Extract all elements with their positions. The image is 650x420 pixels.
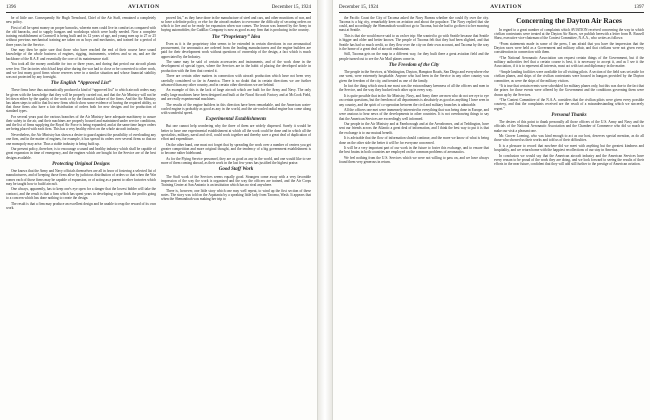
paragraph: Still, Tacoma gets on the map in a different way, for they built there a great aviation field and the people turned out to see the Air Mail planes come in. xyxy=(339,52,489,61)
paragraph: “From statements made in some of the press, I am afraid that you have the impression that the Dayton races were held as a Government and military affair, and that civilians were not given every consideration in connection with them. xyxy=(494,42,644,55)
section-heading: Protecting Original Designs xyxy=(52,161,110,167)
paragraph: “Ample landing facilities were available for all visiting pilots. A section of the field was set aside for civilian planes, and ships of the civilian contestants were housed in hangars provided by the Dayton committee, as were the ships of the military visitors. xyxy=(494,70,644,83)
paragraph: It is a pleasure to record that nowhere did we meet with anything but the greatest kindness and hospitality, and we return home with the happiest recollections of our stay in America. xyxy=(494,144,644,153)
page-gutter xyxy=(318,0,332,420)
paragraph: proved list,” as they have done in the manufacture of steel and cars, and other munitions of war, and so have a definite policy, or else for the aircraft makers to overcome the difficulty of securing orders on which to live and so be ready for expansion when war comes. The lesson was learned by the Army in buying automobiles; the Cadillac Company is now as good as any firm that is producing in the country. xyxy=(161,16,311,33)
left-running-header xyxy=(6,4,311,13)
right-running-header xyxy=(339,4,644,13)
left-column-1 xyxy=(6,16,156,418)
paragraph: Nevertheless, the Air Ministry has shown a desire to guard against the possibility of overloading any one firm, and in the matter of engines, for example, it has spread its orders over several firms so that no one monopoly may arise. Thus a stable industry is being built up. xyxy=(6,133,156,146)
paragraph: The Staff work of the Services seems equally good. Strangers come away with a very favorable impression of the way the work is organized and the way the officers are trained, and the Air Corps Training Center at San Antonio is an institution which has no rival anywhere. xyxy=(161,174,311,187)
paragraph: There are certain other matters in connection with aircraft production which have not been very carefully considered so far in America. There is no doubt that in certain directions we are further advanced than any other country, and in certain other directions we are behind. xyxy=(161,74,311,87)
paragraph: These firms have thus automatically produced a kind of “approved list” to which aircraft orders may be given with the knowledge that they will be properly carried out, and that the Air Ministry will not be let down either by the quality of the work or by the financial failure of the firms. And the Air Ministry has taken steps to add to that list new firms which show some evidence of having the required ability, so that those firms also have a fair distribution of orders both for new designs and for production of standard types. xyxy=(6,88,156,114)
paragraph: “It is true that certain events were scheduled for military planes only, but this was due to the fact that the prizes for those events were offered by the Government and the conditions governing them were drawn up by the Services. xyxy=(494,84,644,97)
paragraph: In regard to a great number of complaints which AVIATION received concerning the way in which civilian contestants were treated at the Dayton Air Races, we publish herewith a letter from B. Russell Shaw, executive vice-chairman of the Contest Committee, N.A.A., who writes as follows: xyxy=(494,28,644,41)
paragraph: One always, apparently, has to keep one's eye open for a danger that the lowest bidder will take the contract, and the result is that a firm which has spent years in developing a type finds the profits going to a concern which has done nothing to create the design. xyxy=(6,187,156,200)
right-page xyxy=(332,0,650,420)
paragraph: the Pacific Coast the City of Tacoma asked the Navy Bureau whether she could fly over the city. Tacoma is a big city, remarkably keen on aviation and about the populace. The Navy replied that she could, and accordingly the Shenandoah would not go to Tacoma, but she had to go direct to her mooring mast at Seattle. xyxy=(339,16,489,33)
paragraph: All the officers one met were immensely interested in everything that was being done in Europe, and were anxious to hear news of the developments in other countries. It is not overdrawing things to say that the American Services are exceedingly well informed. xyxy=(339,108,489,121)
left-journal-title: AVIATION xyxy=(127,4,160,10)
article-title: Concerning the Dayton Air Races xyxy=(516,16,622,25)
paragraph: Mr. Grover Loening, who was kind enough to act as our host, deserves special mention, as do all those who showed us their works and told us of their difficulties. xyxy=(494,134,644,143)
right-journal-title: AVIATION xyxy=(490,4,523,10)
paragraph: Our present policy, therefore, is to encourage a sound and healthy industry which shall be capable of great expansion in time of emergency, and the engines which are bought for the Service are of the best designs available. xyxy=(6,147,156,160)
right-column-2 xyxy=(494,16,644,418)
paragraph: The people in the Services, at Washington, Dayton, Hampton Roads, San Diego and everywhere else one went, were extremely hospitable. Anyone who had been in the Service in any other country was given the freedom of the city, and treated as one of the family. xyxy=(339,70,489,83)
section-heading: Personal Thanks xyxy=(551,112,587,118)
paragraph: “The National Aeronautic Association can request certain things of the Government, but if the military authorities feel that a certain course is best, it is necessary to accept it, and as I see it the Association, if it is to represent all interests, must act with tact and diplomacy in the matter. xyxy=(494,56,644,69)
paragraph: First of all he spent money on proper barracks, wherein men could live in comfort as compared with the old barracks, and to supply hangars and workshops which were badly needed. Now a complete training establishment at Cranwell is being built and its 12 years of age, and young men up to 27 or 25 without previous mechanical training are taken on as boys and mechanics, and trained for a period of three years for the Service. xyxy=(6,25,156,47)
left-column-2 xyxy=(161,16,311,418)
paragraph: One may then be quite sure that those who have reached the end of their course have sound knowledge of the whole business of engines, rigging, instruments, wireless and so on, and are the backbone of the R.A.F. and essentially the core of its maintenance staff. xyxy=(6,48,156,61)
paragraph: The same may be said of certain accessories and instruments, and of the work done in the development of special types, where the Services are in the habit of placing the developed article in production with the firm that created it. xyxy=(161,60,311,73)
paragraph: You took all the money available for two or three years, and during that period our aircraft plants were few. The factories which had kept alive during the war had to close or be converted to other work, and we lost many good firms whose reserves were in a similar situation and whose financial stability was not protected by any foresight. xyxy=(6,62,156,79)
paragraph: In conclusion we would say that the American aircraft industry and the American Services have every reason to be proud of the work they are doing, and we look forward to seeing the results of their efforts in the near future, confident that they will add still further to the prestige of American aviation. xyxy=(494,154,644,167)
paragraph: In fact the thing which struck me most was the extraordinary keenness of all the officers and men in the Service, and the way they backed each other up in every way. xyxy=(339,84,489,93)
paragraph: This is that she would move said to us on her trip: She wanted to go with Seattle because that Seattle is bigger and older and better known. The people of Tacoma felt that they had been slighted, and that Seattle has had so much credit, so they flew over the city on their own account, and Tacoma by the way is the home of a great deal of aircraft enthusiasm. xyxy=(339,34,489,51)
paragraph: For several years past the various branches of the Air Ministry have adequate machinery to assure their safety in the air, and their machines are properly housed and maintained under service conditions, and the list of firms supplying the Royal Air Force is being expanded, and at the same time larger orders are being placed with each firm. This has a very healthy effect on the whole aircraft industry. xyxy=(6,114,156,132)
right-page-number: 1397 xyxy=(633,5,644,10)
paragraph: It is quite possible that in the Air Ministry, Navy, and Army there are men who do not see eye to eye on certain questions, but the freedom of all departments is absolutely as good as anything I have seen in any country, and the spirit of co-operation between the civil and military branches is admirable. xyxy=(339,94,489,107)
paragraph: As for the Flying Service personnel, they are as good as any in the world, and one would like to see more of them coming abroad, as their work in the last few years has justified the highest praise. xyxy=(161,156,311,165)
paragraph: We feel nothing from the U.S. Services which we were not willing to pass on, and we have always found them very generous in return. xyxy=(339,156,489,165)
paragraph: The result is that a firm may produce an excellent design and be unable to reap the reward of its own work. xyxy=(6,201,156,210)
section-heading: The Freedom of the City xyxy=(388,62,440,68)
paragraph: One knows that the Army and Navy officials themselves are all in favor of fostering a selected list of manufacturers, and of keeping those firms alive by judicious distribution of orders so that when the War comes each of those firms may be capable of expansion, or of acting as a parent to other factories which may be taught how to build aircraft. xyxy=(6,169,156,186)
paragraph: “The Contest Committee of the N.A.A. considers that the civilian pilots were given every possible courtesy, and that the complaints received are the result of a misunderstanding which we sincerely regret.” xyxy=(494,98,644,111)
paragraph: Our people in the Air Ministry and at Farnborough and at the Aerodromes, and at Teddington, have sent our friends across the Atlantic a great deal of information, and I think the best way to put it is that the exchange is to our mutual benefit. xyxy=(339,122,489,135)
right-columns xyxy=(339,16,644,418)
section-heading: Good Staff Work xyxy=(218,167,254,173)
left-columns xyxy=(6,16,311,418)
paragraph: On the other hand, one must not forget that by spreading the work over a number of centers you get greater competition and more original thought, and the tendency of a big government establishment is to become rather hidebound. xyxy=(161,142,311,155)
paragraph: be of little use. Consequently Sir Hugh Trenchard, Chief of the Air Staff, remained a completely new policy. xyxy=(6,16,156,25)
paragraph: The desires of this point to thank personally all those officers of the U.S. Army and Navy and the officials of the National Aeronautic Association and the Chamber of Commerce who did so much to make our visit a pleasant one. xyxy=(494,120,644,133)
left-page-number: 1396 xyxy=(6,5,16,10)
paragraph: An example of this is the lack of large aircraft which are built for the Army and Navy. The only really large machines have been designed and built at the Naval Aircraft Factory and at McCook Field, and are really experimental machines. xyxy=(161,88,311,101)
left-issue-date: December 15, 1924 xyxy=(271,5,311,10)
paragraph: It will be a very important part of our work in the future to foster this exchange, and to ensure that the best brains in both countries are employed on the common problems of aeronautics. xyxy=(339,146,489,155)
paragraph: There is, however, one little story which one may well repeat, to wind up the first section of these notes. The story was told on the Aquitania by a speaking little lady from Tacoma, Wash. It appears that when the Shenandoah was making her trip to xyxy=(161,188,311,201)
section-heading: The English “Approved List” xyxy=(50,81,112,87)
paragraph: But one cannot help wondering why the three of them are widely dispersed. Surely it would be better to have one experimental establishment at which all the work could be done and in which all the specialists, military, naval and civil, could work together and thereby save a great deal of duplication of effort and expenditure. xyxy=(161,124,311,141)
left-page xyxy=(0,0,318,420)
right-column-1 xyxy=(339,16,489,418)
section-heading: Experimental Establishments xyxy=(205,117,267,123)
paragraph: Even as it is the proprietary idea seems to be extended in certain directions in our aeronautical procurement, for aeronautics are ordered from the leading manufacturers and the engine builders are paid for their development work without questions of ownership of the design, a fact which is much appreciated by the Industry. xyxy=(161,42,311,59)
right-issue-date: December 15, 1924 xyxy=(339,5,379,10)
paragraph: It is advisable that the flow of information should continue, and the more we know of what is being done on the other side the better it will be for everyone concerned. xyxy=(339,136,489,145)
paragraph: The results of the engine builders in this direction have been remarkable, and the American water-cooled engine is probably as good as any in the world, and the air-cooled radial engine has come along with wonderful speed. xyxy=(161,102,311,115)
section-heading: The “Proprietary” Idea xyxy=(211,34,261,40)
